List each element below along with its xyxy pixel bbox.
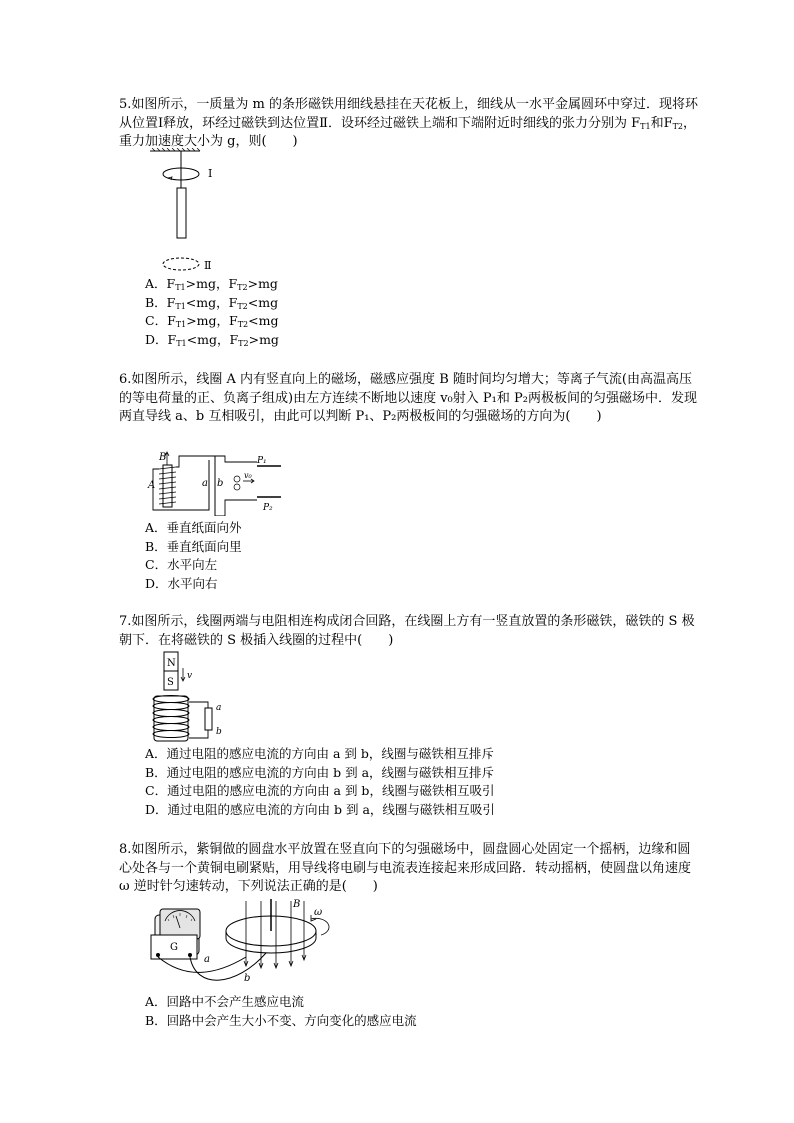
option-b[interactable]: B．垂直纸面向里 xyxy=(145,538,242,554)
option-d[interactable]: D．水平向右 xyxy=(145,575,218,591)
option-a[interactable]: A．回路中不会产生感应电流 xyxy=(145,994,305,1009)
question-7-options xyxy=(145,745,725,819)
option-b[interactable]: B．回路中会产生大小不变、方向变化的感应电流 xyxy=(145,1012,417,1028)
omega-label: ω xyxy=(314,907,323,918)
question-8 xyxy=(119,841,699,897)
position-2-label: Ⅱ xyxy=(204,259,212,272)
question-6-options xyxy=(145,519,725,593)
meter-g-label: G xyxy=(170,942,178,953)
terminal-a-label: a xyxy=(216,703,222,713)
magnet-n-label: N xyxy=(167,658,176,669)
question-8-figure xyxy=(146,895,336,995)
field-b-label: B xyxy=(293,899,301,910)
magnet-s-label: S xyxy=(167,677,174,688)
question-7-figure xyxy=(146,650,236,746)
question-8-stem: 8.如图所示，紫铜做的圆盘水平放置在竖直向下的匀强磁场中，圆盘圆心处固定一个摇柄，边缘和圆心处各与一个黄铜电刷紧贴，用导线将电刷与电流表连接起来形成回路．转动摇柄，使圆盘以角速度 ω 逆时针匀速转动，下列说法正确的是( ) xyxy=(119,842,692,894)
option-c[interactable]: C．通过电阻的感应电流的方向由 a 到 b，线圈与磁铁相互吸引 xyxy=(145,783,495,798)
wire-a-label: a xyxy=(204,954,210,965)
galvanometer-icon xyxy=(151,909,200,959)
plate-p2-label: P₂ xyxy=(263,503,273,513)
label-B: B xyxy=(159,452,167,463)
option-c[interactable]: C．水平向左 xyxy=(145,557,218,572)
question-8-options xyxy=(145,993,725,1030)
question-5-stem: 5.如图所示，一质量为 m 的条形磁铁用细线悬挂在天花板上，细线从一水平金属圆环中穿过．现将环从位置Ⅰ释放，环经过磁铁到达位置Ⅱ．设环经过磁铁上端和下端附近时细线的张力分别为 $F_{T1}$和$F_{T2}$，重力加速度大小为 g，则( ) xyxy=(119,97,698,149)
v0-label: v₀ xyxy=(244,471,252,480)
option-a[interactable]: A．$F_{T1}>mg$，$F_{T2}>mg$ xyxy=(145,276,278,292)
option-b[interactable]: B．通过电阻的感应电流的方向由 b 到 a，线圈与磁铁相互排斥 xyxy=(145,764,495,780)
wire-a-label: a xyxy=(202,478,208,489)
option-a[interactable]: A．垂直纸面向外 xyxy=(145,520,242,535)
question-6 xyxy=(119,371,699,427)
option-d[interactable]: D．通过电阻的感应电流的方向由 b 到 a，线圈与磁铁相互吸引 xyxy=(145,801,495,817)
question-5-figure xyxy=(148,148,228,276)
wire-b-label: b xyxy=(217,478,224,489)
position-1-label: Ⅰ xyxy=(208,167,213,180)
plate-p1-label: P₁ xyxy=(257,456,267,466)
question-6-figure xyxy=(145,448,283,516)
question-7 xyxy=(119,613,699,650)
option-b[interactable]: B．$F_{T1}<mg$，$F_{T2}<mg$ xyxy=(145,294,279,311)
question-5 xyxy=(119,96,699,152)
option-d[interactable]: D．$F_{T1}<mg$，$F_{T2}>mg$ xyxy=(145,331,279,348)
question-5-options xyxy=(145,275,725,349)
question-7-stem: 7.如图所示，线圈两端与电阻相连构成闭合回路，在线圈上方有一竖直放置的条形磁铁，磁铁的 S 极朝下．在将磁铁的 S 极插入线圈的过程中( ) xyxy=(119,614,695,648)
terminal-b-label: b xyxy=(216,727,222,737)
question-6-stem: 6.如图所示，线圈 A 内有竖直向上的磁场，磁感应强度 B 随时间均匀增大；等离子气流(由高温高压的等电荷量的正、负离子组成)由左方连续不断地以速度 v₀射入 P₁和 P₂两极板间的匀强磁场中．发现两直导线 a、b 互相吸引，由此可以判断 P₁、P₂两极板间的匀强磁场的方向为( ) xyxy=(119,372,697,424)
option-c[interactable]: C．$F_{T1}>mg$，$F_{T2}<mg$ xyxy=(145,313,279,329)
velocity-label: v xyxy=(187,671,193,681)
label-A: A xyxy=(148,480,156,491)
option-a[interactable]: A．通过电阻的感应电流的方向由 a 到 b，线圈与磁铁相互排斥 xyxy=(145,746,494,761)
wire-b-label: b xyxy=(244,973,251,984)
